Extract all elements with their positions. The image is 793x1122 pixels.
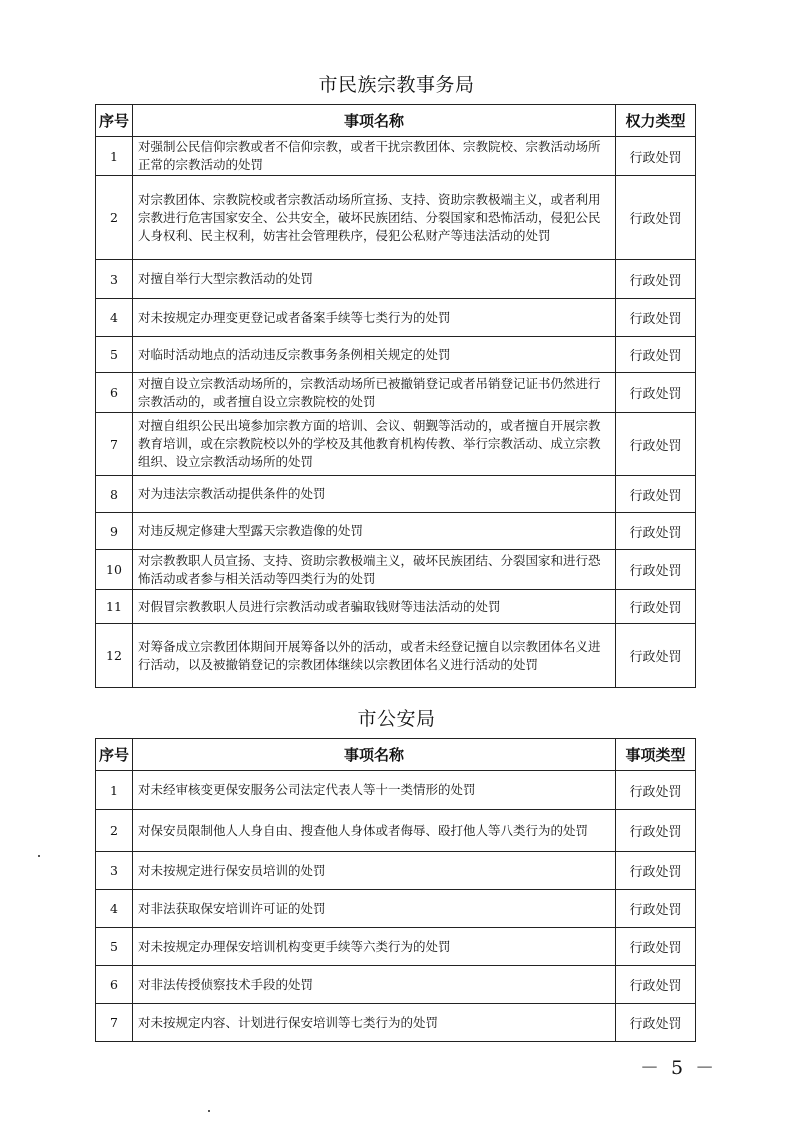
table-row (96, 852, 696, 890)
row-type: 行政处罚 (616, 810, 696, 852)
public-security-table (95, 738, 696, 1042)
row-num: 4 (96, 299, 133, 337)
table-row (96, 590, 696, 624)
row-name: 对擅自设立宗教活动场所的，宗教活动场所已被撤销登记或者吊销登记证书仍然进行宗教活动的，或者擅自设立宗教院校的处罚 (133, 373, 616, 413)
row-num: 5 (96, 928, 133, 966)
table-row (96, 513, 696, 550)
row-type: 行政处罚 (616, 550, 696, 590)
row-name: 对擅自组织公民出境参加宗教方面的培训、会议、朝觐等活动的，或者擅自开展宗教教育培训，或在宗教院校以外的学校及其他教育机构传教、举行宗教活动、成立宗教组织、设立宗教活动场所的处罚 (133, 413, 616, 476)
header-num: 序号 (96, 739, 133, 771)
table-row (96, 550, 696, 590)
scan-artifact (38, 855, 40, 857)
table-row (96, 890, 696, 928)
row-num: 9 (96, 513, 133, 550)
row-num: 12 (96, 624, 133, 688)
header-name: 事项名称 (133, 105, 616, 137)
row-num: 5 (96, 337, 133, 373)
row-name: 对未按规定内容、计划进行保安培训等七类行为的处罚 (133, 1004, 616, 1042)
row-name: 对未按规定办理保安培训机构变更手续等六类行为的处罚 (133, 928, 616, 966)
table-header-row (96, 739, 696, 771)
row-name: 对违反规定修建大型露天宗教造像的处罚 (133, 513, 616, 550)
row-type: 行政处罚 (616, 299, 696, 337)
table-row (96, 624, 696, 688)
table-row (96, 137, 696, 176)
table-row (96, 299, 696, 337)
row-num: 4 (96, 890, 133, 928)
row-num: 8 (96, 476, 133, 513)
row-type: 行政处罚 (616, 1004, 696, 1042)
row-type: 行政处罚 (616, 928, 696, 966)
row-name: 对宗教教职人员宣扬、支持、资助宗教极端主义，破坏民族团结、分裂国家和进行恐怖活动或者参与相关活动等四类行为的处罚 (133, 550, 616, 590)
row-num: 6 (96, 373, 133, 413)
row-type: 行政处罚 (616, 413, 696, 476)
row-name: 对假冒宗教教职人员进行宗教活动或者骗取钱财等违法活动的处罚 (133, 590, 616, 624)
row-name: 对未按规定办理变更登记或者备案手续等七类行为的处罚 (133, 299, 616, 337)
row-num: 11 (96, 590, 133, 624)
row-type: 行政处罚 (616, 337, 696, 373)
table-row (96, 373, 696, 413)
row-type: 行政处罚 (616, 624, 696, 688)
religious-affairs-table (95, 104, 696, 688)
row-type: 行政处罚 (616, 852, 696, 890)
row-num: 6 (96, 966, 133, 1004)
header-type: 事项类型 (616, 739, 696, 771)
row-name: 对非法传授侦察技术手段的处罚 (133, 966, 616, 1004)
section-title-religious-affairs: 市民族宗教事务局 (318, 74, 475, 96)
row-type: 行政处罚 (616, 966, 696, 1004)
row-num: 2 (96, 176, 133, 260)
row-name: 对未经审核变更保安服务公司法定代表人等十一类情形的处罚 (133, 771, 616, 810)
row-name: 对非法获取保安培训许可证的处罚 (133, 890, 616, 928)
row-num: 7 (96, 413, 133, 476)
row-name: 对强制公民信仰宗教或者不信仰宗教，或者干扰宗教团体、宗教院校、宗教活动场所正常的宗教活动的处罚 (133, 137, 616, 176)
header-num: 序号 (96, 105, 133, 137)
row-num: 3 (96, 260, 133, 299)
row-name: 对为违法宗教活动提供条件的处罚 (133, 476, 616, 513)
row-type: 行政处罚 (616, 137, 696, 176)
table-row (96, 928, 696, 966)
row-name: 对未按规定进行保安员培训的处罚 (133, 852, 616, 890)
scan-artifact (208, 1110, 210, 1112)
row-type: 行政处罚 (616, 476, 696, 513)
row-type: 行政处罚 (616, 260, 696, 299)
table-row (96, 337, 696, 373)
row-name: 对筹备成立宗教团体期间开展筹备以外的活动，或者未经登记擅自以宗教团体名义进行活动，以及被撤销登记的宗教团体继续以宗教团体名义进行活动的处罚 (133, 624, 616, 688)
table-row (96, 966, 696, 1004)
page-number: － 5 － (640, 1057, 718, 1079)
row-type: 行政处罚 (616, 176, 696, 260)
table-row (96, 771, 696, 810)
row-num: 3 (96, 852, 133, 890)
row-num: 1 (96, 771, 133, 810)
table-row (96, 260, 696, 299)
table-row (96, 413, 696, 476)
row-name: 对临时活动地点的活动违反宗教事务条例相关规定的处罚 (133, 337, 616, 373)
row-type: 行政处罚 (616, 373, 696, 413)
table-row (96, 810, 696, 852)
row-name: 对宗教团体、宗教院校或者宗教活动场所宣扬、支持、资助宗教极端主义，或者利用宗教进行危害国家安全、公共安全，破坏民族团结、分裂国家和恐怖活动，侵犯公民人身权利、民主权利，妨害社会管理秩序，侵犯公私财产等违法活动的处罚 (133, 176, 616, 260)
row-type: 行政处罚 (616, 890, 696, 928)
row-type: 行政处罚 (616, 513, 696, 550)
table-row (96, 476, 696, 513)
table-header-row (96, 105, 696, 137)
row-num: 2 (96, 810, 133, 852)
row-name: 对擅自举行大型宗教活动的处罚 (133, 260, 616, 299)
header-name: 事项名称 (133, 739, 616, 771)
row-type: 行政处罚 (616, 590, 696, 624)
section-title-public-security: 市公安局 (357, 708, 436, 730)
row-num: 7 (96, 1004, 133, 1042)
row-name: 对保安员限制他人人身自由、搜查他人身体或者侮辱、殴打他人等八类行为的处罚 (133, 810, 616, 852)
row-type: 行政处罚 (616, 771, 696, 810)
row-num: 1 (96, 137, 133, 176)
table-row (96, 1004, 696, 1042)
table-row (96, 176, 696, 260)
header-type: 权力类型 (616, 105, 696, 137)
row-num: 10 (96, 550, 133, 590)
